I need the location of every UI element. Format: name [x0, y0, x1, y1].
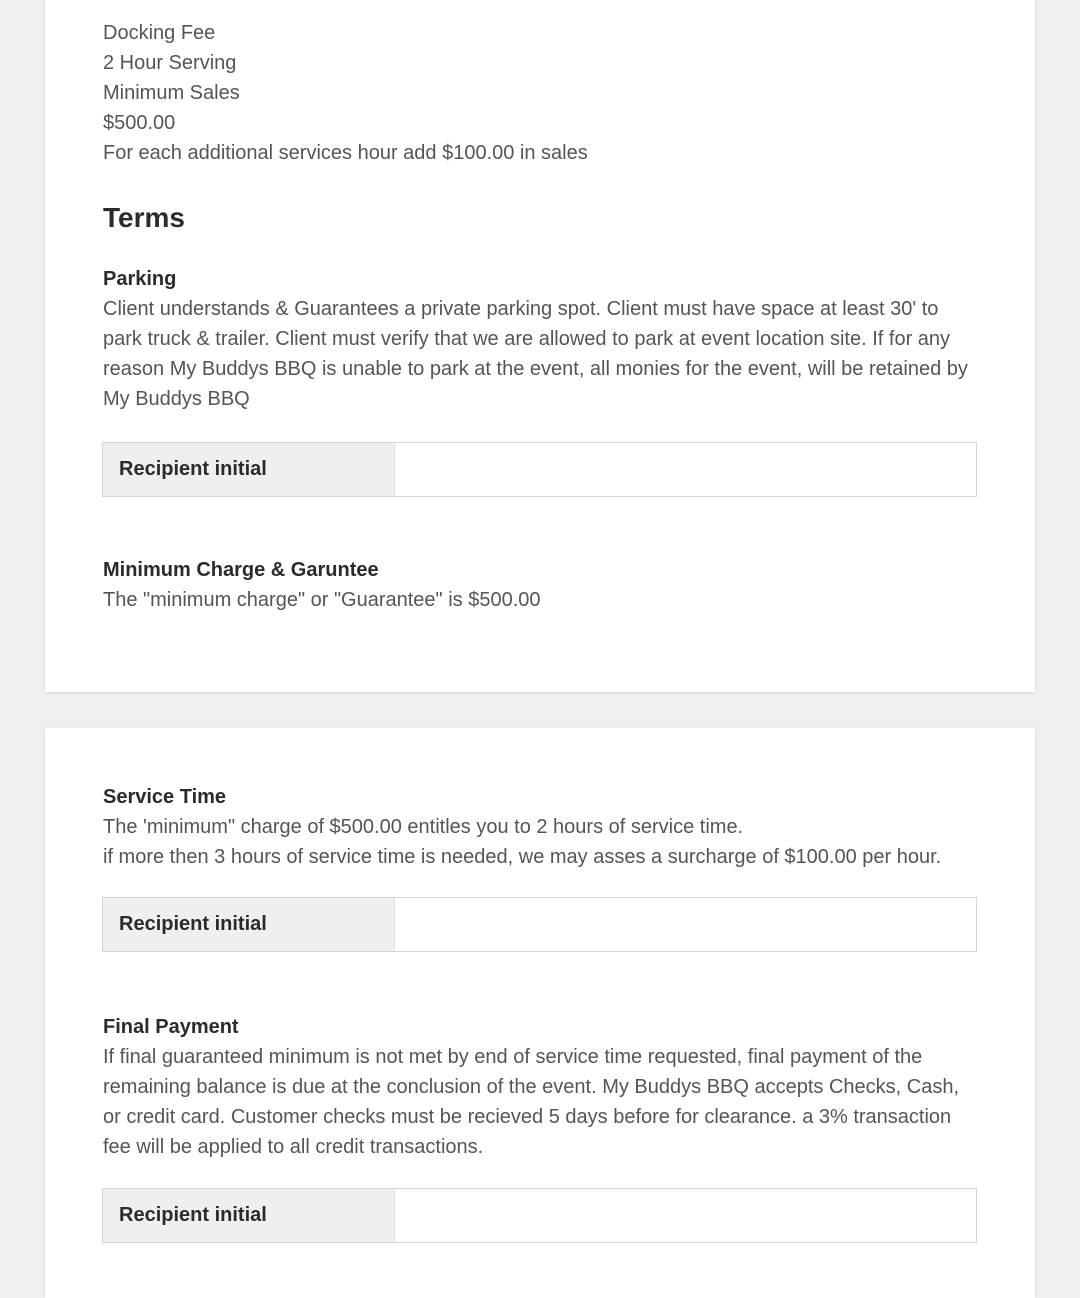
service-time-heading: Service Time	[103, 786, 227, 808]
parking-initial-input[interactable]	[395, 443, 976, 496]
parking-initial-field	[102, 442, 977, 497]
final-payment-initial-input[interactable]	[395, 1189, 976, 1242]
final-payment-heading: Final Payment	[103, 1016, 239, 1038]
parking-initial-label: Recipient initial	[103, 443, 395, 496]
term-final-payment	[103, 1012, 979, 1162]
service-time-initial-label: Recipient initial	[103, 898, 395, 951]
terms-title: Terms	[103, 202, 185, 233]
term-parking	[103, 264, 979, 414]
minimum-charge-heading: Minimum Charge & Garuntee	[103, 559, 379, 581]
final-payment-initial-field	[102, 1188, 977, 1243]
service-time-initial-input[interactable]	[395, 898, 976, 951]
fee-summary	[103, 18, 979, 168]
parking-body: Client understands & Guarantees a private parking spot. Client must have space at least 30' to park truck & trailer. Client must verify that we are allowed to park at event location site. If for any reason My Buddys BBQ is unable to park at the event, all monies for the event, will be retained by My Buddys BBQ	[103, 298, 968, 410]
parking-heading: Parking	[103, 268, 177, 290]
fee-line-minimum-sales: Minimum Sales	[103, 82, 240, 104]
final-payment-initial-label: Recipient initial	[103, 1189, 395, 1242]
fee-line-amount: $500.00	[103, 112, 176, 134]
term-minimum-charge	[103, 555, 979, 615]
service-time-line-1: The 'minimum" charge of $500.00 entitles you to 2 hours of service time.	[103, 816, 744, 838]
contract-card-2	[45, 728, 1035, 1298]
contract-card-1	[45, 0, 1035, 692]
term-service-time	[103, 782, 979, 872]
fee-line-docking: Docking Fee	[103, 22, 216, 44]
service-time-initial-field	[102, 897, 977, 952]
service-time-line-2: if more then 3 hours of service time is needed, we may asses a surcharge of $100.00 per hour.	[103, 846, 942, 868]
fee-line-serving: 2 Hour Serving	[103, 52, 237, 74]
final-payment-body: If final guaranteed minimum is not met by end of service time requested, final payment of the remaining balance is due at the conclusion of the event. My Buddys BBQ accepts Checks, Cash, or credit card. Customer checks must be recieved 5 days before for clearance. a 3% transaction fee will be applied to all credit transactions.	[103, 1046, 960, 1158]
fee-line-additional: For each additional services hour add $100.00 in sales	[103, 142, 588, 164]
minimum-charge-body: The "minimum charge" or "Guarantee" is $500.00	[103, 589, 541, 611]
